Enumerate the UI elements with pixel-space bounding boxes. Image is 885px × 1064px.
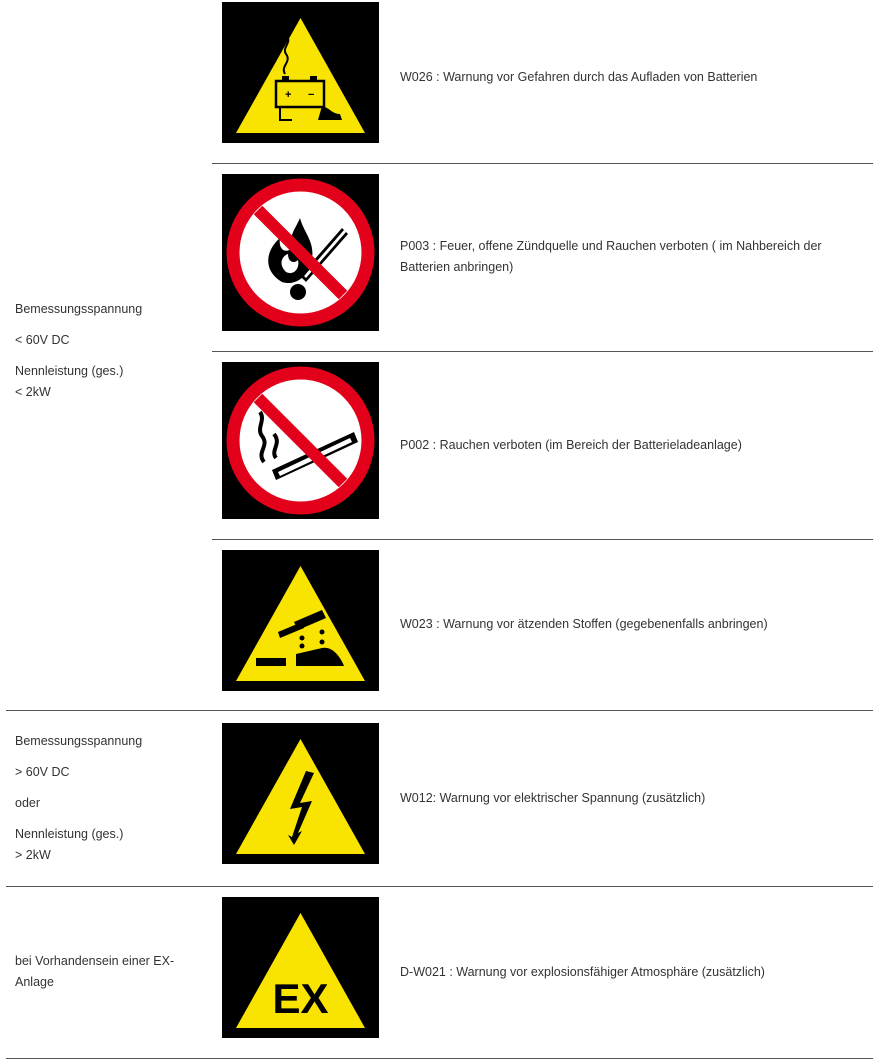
no-open-flame-icon [222,174,379,331]
condition-line: Nennleistung (ges.) [15,364,124,378]
sign-description: P003 : Feuer, offene Zündquelle und Rauchen verboten ( im Nahbereich der Batterien anbringen) [400,239,822,274]
sign-description: P002 : Rauchen verboten (im Bereich der Batterieladeanlage) [400,438,742,452]
row-divider [6,710,873,711]
explosive-atmosphere-warning-icon [222,897,379,1038]
row-divider [212,539,873,540]
condition-line: < 60V DC [15,333,70,347]
electric-voltage-warning-icon [222,723,379,864]
sign-description: D-W021 : Warnung vor explosionsfähiger Atmosphäre (zusätzlich) [400,965,765,979]
no-smoking-icon [222,362,379,519]
sign-description: W026 : Warnung vor Gefahren durch das Aufladen von Batterien [400,70,758,84]
condition-group [15,951,190,993]
condition-line: > 2kW [15,848,51,862]
svg-text:EX: EX [272,975,329,1022]
row-divider [212,163,873,164]
svg-text:+: + [285,89,292,101]
condition-line: < 2kW [15,385,51,399]
condition-line: Nennleistung (ges.) [15,827,124,841]
condition-group [15,299,200,403]
sign-description: W012: Warnung vor elektrischer Spannung (zusätzlich) [400,791,706,805]
condition-line: bei Vorhandensein einer EX-Anlage [15,954,175,989]
row-divider [6,886,873,887]
svg-text:−: − [308,89,315,101]
condition-line: Bemessungsspannung [15,302,143,316]
battery-charging-warning-icon [222,2,379,143]
sign-description: W023 : Warnung vor ätzenden Stoffen (gegebenenfalls anbringen) [400,617,768,631]
condition-line: oder [15,796,41,810]
row-divider [212,351,873,352]
condition-line: > 60V DC [15,765,70,779]
row-divider [6,1058,873,1059]
condition-group [15,731,200,866]
condition-line: Bemessungsspannung [15,734,143,748]
corrosive-warning-icon [222,550,379,691]
